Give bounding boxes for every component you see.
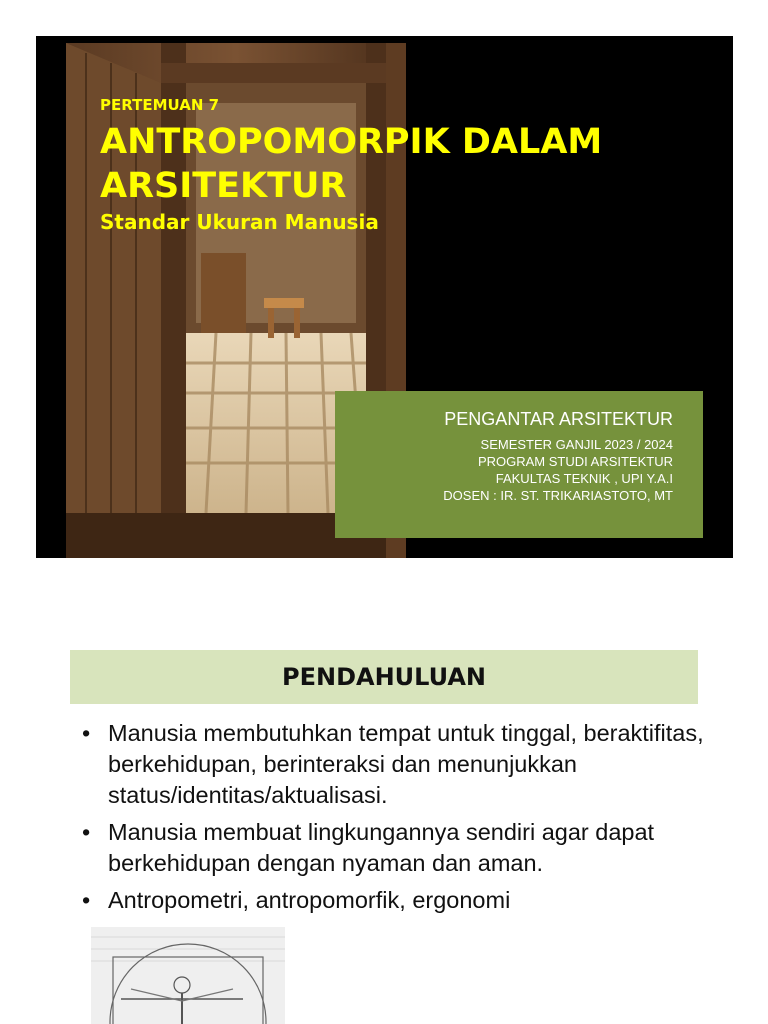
cover-slide [36, 36, 733, 558]
vitruvian-man-drawing [91, 927, 285, 1024]
list-item [82, 817, 722, 879]
bullet-list [82, 718, 722, 922]
bullet-icon: • [82, 720, 91, 746]
title-line-1: ANTROPOMORPIK DALAM [100, 122, 603, 162]
lecturer-line: DOSEN : IR. ST. TRIKARIASTOTO, MT [443, 488, 673, 503]
list-item [82, 885, 722, 916]
section-header [70, 650, 698, 704]
meeting-label: PERTEMUAN 7 [100, 96, 220, 114]
cover-title-block [100, 96, 720, 234]
list-item [82, 718, 722, 811]
semester-line: SEMESTER GANJIL 2023 / 2024 [480, 437, 673, 452]
course-name: PENGANTAR ARSITEKTUR [444, 409, 673, 429]
bullet-text: Manusia membuat lingkungannya sendiri agar dapat berkehidupan dengan nyaman dan aman. [108, 819, 655, 876]
faculty-line: FAKULTAS TEKNIK , UPI Y.A.I [495, 471, 673, 486]
bullet-text: Antropometri, antropomorfik, ergonomi [108, 887, 511, 913]
program-line: PROGRAM STUDI ARSITEKTUR [477, 454, 673, 469]
main-title [100, 120, 720, 208]
subtitle: Standar Ukuran Manusia [100, 210, 379, 234]
title-line-2: ARSITEKTUR [100, 166, 347, 206]
section-title: PENDAHULUAN [282, 663, 486, 691]
course-info-box [335, 391, 703, 538]
bullet-icon: • [82, 887, 91, 913]
bullet-text: Manusia membutuhkan tempat untuk tinggal, beraktifitas, berkehidupan, berinteraksi dan menunjukkan status/identitas/aktualisasi. [108, 720, 704, 808]
bullet-icon: • [82, 819, 91, 845]
